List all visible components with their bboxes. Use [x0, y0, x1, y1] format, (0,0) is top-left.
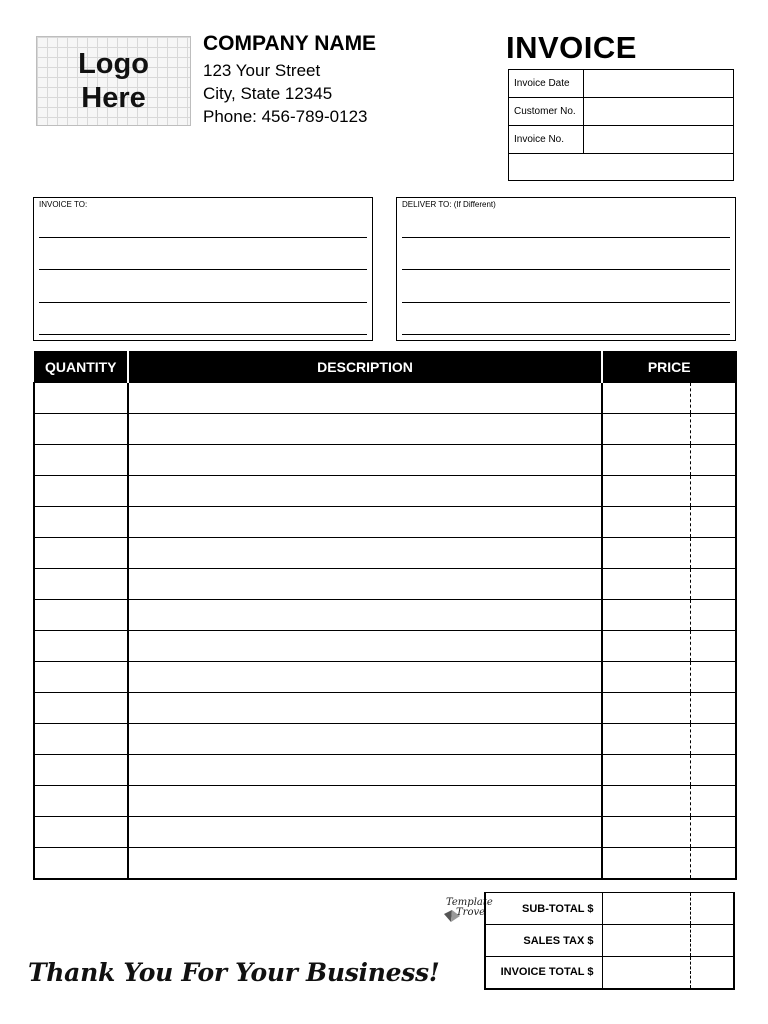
table-row [34, 693, 736, 724]
invoice-to-box [33, 197, 373, 341]
price-cell[interactable] [602, 538, 736, 569]
invoice-to-line-4[interactable] [39, 334, 367, 335]
description-cell[interactable] [128, 848, 602, 879]
quantity-cell[interactable] [34, 755, 128, 786]
table-row [34, 600, 736, 631]
thank-you-message: Thank You For Your Business! [28, 958, 440, 987]
sales-tax-field[interactable] [602, 925, 734, 957]
meta-row-blank [509, 154, 734, 181]
quantity-cell[interactable] [34, 817, 128, 848]
description-cell[interactable] [128, 507, 602, 538]
quantity-cell[interactable] [34, 569, 128, 600]
cents-divider [690, 600, 691, 630]
template-trove-logo [440, 896, 493, 926]
line-items-table [33, 351, 737, 880]
deliver-to-box [396, 197, 736, 341]
price-cell[interactable] [602, 786, 736, 817]
meta-row-date [509, 70, 734, 98]
price-cell[interactable] [602, 631, 736, 662]
description-cell[interactable] [128, 600, 602, 631]
cents-divider [690, 476, 691, 506]
logo-placeholder [36, 36, 191, 126]
invoice-no-field[interactable] [584, 126, 734, 154]
trove-line-1: Template [446, 897, 493, 908]
price-cell[interactable] [602, 445, 736, 476]
cents-divider [690, 383, 691, 413]
quantity-cell[interactable] [34, 445, 128, 476]
description-cell[interactable] [128, 383, 602, 414]
table-row [34, 445, 736, 476]
quantity-header: QUANTITY [34, 351, 128, 383]
deliver-to-line-2[interactable] [402, 269, 730, 270]
table-row [34, 538, 736, 569]
cents-divider [690, 848, 691, 878]
price-cell[interactable] [602, 569, 736, 600]
description-cell[interactable] [128, 445, 602, 476]
table-row [34, 817, 736, 848]
price-cell[interactable] [602, 383, 736, 414]
invoice-date-field[interactable] [584, 70, 734, 98]
price-cell[interactable] [602, 693, 736, 724]
invoice-title: INVOICE [506, 30, 637, 65]
invoice-total-label: INVOICE TOTAL $ [485, 957, 602, 989]
price-cell[interactable] [602, 724, 736, 755]
cents-divider [690, 662, 691, 692]
meta-blank-field[interactable] [509, 154, 734, 181]
cents-divider [690, 631, 691, 661]
cents-divider [690, 538, 691, 568]
table-row [34, 755, 736, 786]
deliver-to-line-3[interactable] [402, 302, 730, 303]
description-cell[interactable] [128, 755, 602, 786]
meta-row-customer [509, 98, 734, 126]
table-row [34, 724, 736, 755]
invoice-total-field[interactable] [602, 957, 734, 989]
quantity-cell[interactable] [34, 507, 128, 538]
quantity-cell[interactable] [34, 662, 128, 693]
table-row [34, 507, 736, 538]
logo-line-2: Here [81, 82, 146, 114]
cents-divider [690, 569, 691, 599]
cents-divider [690, 786, 691, 816]
table-row [34, 569, 736, 600]
cents-divider [690, 957, 691, 988]
table-row [34, 848, 736, 879]
subtotal-row [485, 893, 734, 925]
table-row [34, 476, 736, 507]
cents-divider [690, 817, 691, 847]
logo-line-1: Logo [78, 48, 149, 80]
price-cell[interactable] [602, 817, 736, 848]
description-cell[interactable] [128, 538, 602, 569]
price-cell[interactable] [602, 755, 736, 786]
price-cell[interactable] [602, 476, 736, 507]
price-cell[interactable] [602, 507, 736, 538]
cents-divider [690, 414, 691, 444]
quantity-cell[interactable] [34, 383, 128, 414]
description-cell[interactable] [128, 476, 602, 507]
invoice-meta-table [508, 69, 734, 181]
quantity-cell[interactable] [34, 786, 128, 817]
cents-divider [690, 893, 691, 924]
trove-line-2: Trove [456, 907, 486, 918]
cents-divider [690, 724, 691, 754]
description-cell[interactable] [128, 693, 602, 724]
subtotal-label: SUB-TOTAL $ [485, 893, 602, 925]
company-street: 123 Your Street [203, 61, 321, 80]
quantity-cell[interactable] [34, 693, 128, 724]
cents-divider [690, 507, 691, 537]
description-cell[interactable] [128, 569, 602, 600]
price-cell[interactable] [602, 600, 736, 631]
company-city: City, State 12345 [203, 84, 333, 103]
items-body [34, 383, 736, 879]
quantity-cell[interactable] [34, 414, 128, 445]
invoice-to-line-3[interactable] [39, 302, 367, 303]
deliver-to-label: DELIVER TO: (If Different) [402, 200, 496, 209]
price-cell[interactable] [602, 662, 736, 693]
invoice-total-row [485, 957, 734, 989]
sales-tax-label: SALES TAX $ [485, 925, 602, 957]
cents-divider [690, 925, 691, 956]
description-cell[interactable] [128, 414, 602, 445]
table-row [34, 383, 736, 414]
customer-no-field[interactable] [584, 98, 734, 126]
price-cell[interactable] [602, 414, 736, 445]
price-cell[interactable] [602, 848, 736, 879]
company-name: COMPANY NAME [203, 32, 377, 55]
cents-divider [690, 445, 691, 475]
invoice-to-line-1[interactable] [39, 237, 367, 238]
meta-row-invoice-no [509, 126, 734, 154]
meta-label: Invoice No. [509, 126, 584, 154]
meta-label: Customer No. [509, 98, 584, 126]
company-phone: Phone: 456-789-0123 [203, 107, 368, 126]
invoice-to-line-2[interactable] [39, 269, 367, 270]
description-cell[interactable] [128, 662, 602, 693]
quantity-cell[interactable] [34, 724, 128, 755]
description-cell[interactable] [128, 817, 602, 848]
sales-tax-row [485, 925, 734, 957]
table-row [34, 662, 736, 693]
table-row [34, 786, 736, 817]
description-cell[interactable] [128, 786, 602, 817]
cents-divider [690, 755, 691, 785]
quantity-cell[interactable] [34, 631, 128, 662]
description-cell[interactable] [128, 631, 602, 662]
deliver-to-line-1[interactable] [402, 237, 730, 238]
invoice-to-label: INVOICE TO: [39, 200, 88, 209]
items-header-row [34, 351, 736, 383]
table-row [34, 631, 736, 662]
description-header: DESCRIPTION [128, 351, 602, 383]
totals-table [484, 892, 735, 990]
deliver-to-line-4[interactable] [402, 334, 730, 335]
description-cell[interactable] [128, 724, 602, 755]
quantity-cell[interactable] [34, 600, 128, 631]
table-row [34, 414, 736, 445]
meta-label: Invoice Date [509, 70, 584, 98]
quantity-cell[interactable] [34, 848, 128, 879]
quantity-cell[interactable] [34, 538, 128, 569]
price-header: PRICE [602, 351, 736, 383]
subtotal-field[interactable] [602, 893, 734, 925]
quantity-cell[interactable] [34, 476, 128, 507]
cents-divider [690, 693, 691, 723]
